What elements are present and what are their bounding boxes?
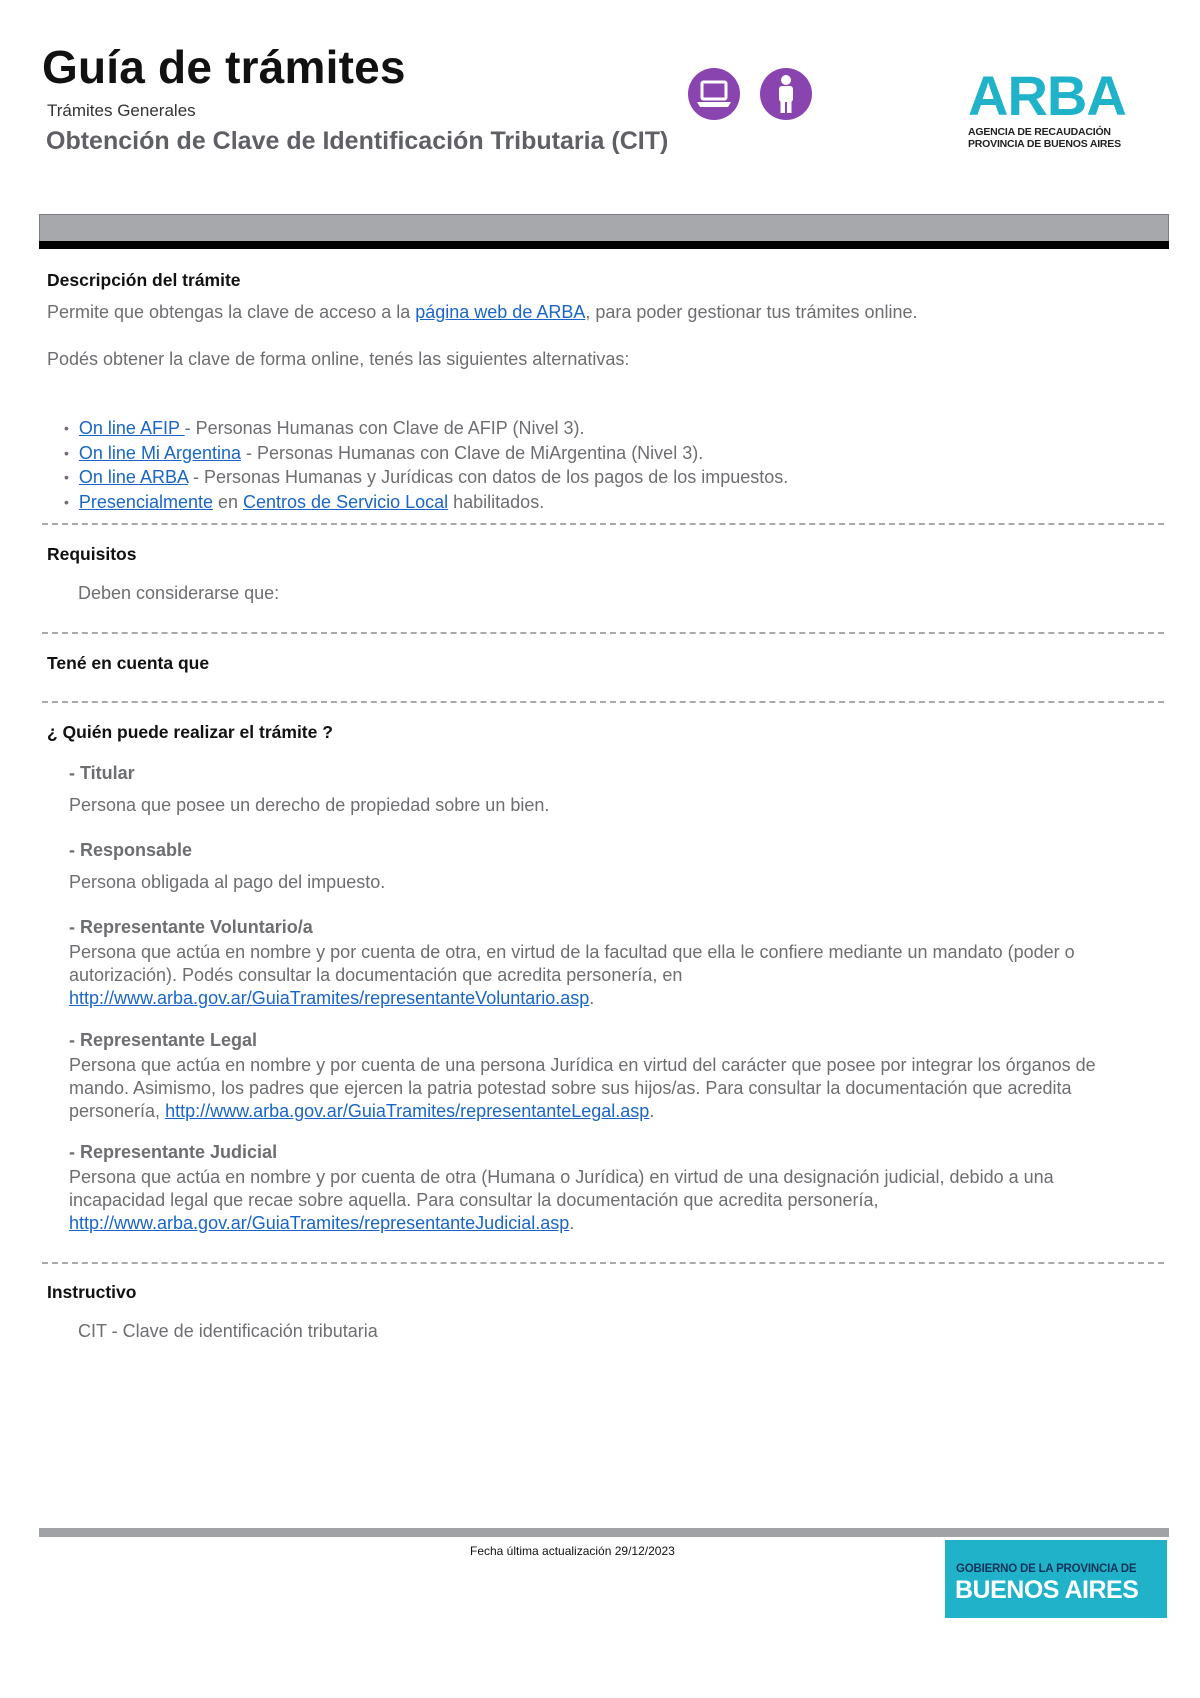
list-item-text: - Personas Humanas y Jurídicas con datos de los pagos de los impuestos. (187, 467, 789, 487)
alternatives-list (64, 417, 788, 515)
role-name-legal: - Representante Legal (69, 1030, 258, 1050)
presencialmente-link[interactable]: Presencialmente (78, 491, 213, 512)
list-item (64, 417, 788, 442)
role-desc-end: . (649, 1101, 655, 1121)
section-heading-descripcion: Descripción del trámite (47, 270, 241, 290)
list-item (64, 442, 788, 467)
list-item-text: - Personas Humanas con Clave de AFIP (Nivel 3). (184, 418, 585, 438)
centros-servicio-local-link[interactable]: Centros de Servicio Local (243, 491, 449, 512)
list-item-text: en (212, 491, 244, 512)
buenos-aires-government-logo (945, 1540, 1167, 1618)
section-divider (42, 1262, 1164, 1264)
list-item-text: habilitados. (448, 491, 545, 512)
descripcion-text: Permite que obtengas la clave de acceso a la (47, 302, 416, 322)
role-name-judicial: - Representante Judicial (69, 1142, 278, 1162)
list-item (64, 466, 788, 491)
section-heading-quien: ¿ Quién puede realizar el trámite ? (47, 722, 333, 742)
footer-bar (39, 1528, 1169, 1537)
role-name-voluntario: - Representante Voluntario/a (69, 917, 313, 937)
representante-judicial-link[interactable]: http://www.arba.gov.ar/GuiaTramites/representanteJudicial.asp (69, 1213, 570, 1233)
descripcion-text-end: , para poder gestionar tus trámites online. (585, 302, 918, 322)
header-black-band (39, 241, 1169, 249)
online-afip-link[interactable]: On line AFIP (78, 418, 185, 438)
list-item-text: - Personas Humanas con Clave de MiArgentina (Nivel 3). (241, 442, 704, 463)
arba-logo-line1: AGENCIA DE RECAUDACIÓN (968, 126, 1111, 138)
computer-icon (688, 68, 740, 120)
role-desc-judicial (69, 1166, 1149, 1235)
arba-logo-line2: PROVINCIA DE BUENOS AIRES (968, 138, 1121, 150)
role-desc-legal (69, 1054, 1149, 1123)
page-title: Guía de trámites (42, 41, 406, 93)
section-divider (42, 523, 1164, 525)
gba-logo-line1: GOBIERNO DE LA PROVINCIA DE (956, 1563, 1137, 1575)
gba-logo-line2: BUENOS AIRES (955, 1576, 1139, 1604)
person-icon (760, 68, 812, 120)
procedure-title: Obtención de Clave de Identificación Tributaria (CIT) (46, 127, 669, 155)
section-heading-tene-en-cuenta: Tené en cuenta que (47, 653, 210, 673)
list-item (64, 491, 788, 516)
role-desc-titular: Persona que posee un derecho de propiedad sobre un bien. (69, 795, 550, 815)
online-arba-link[interactable]: On line ARBA (78, 467, 188, 487)
role-name-responsable: - Responsable (69, 840, 193, 860)
category-label: Trámites Generales (47, 101, 196, 120)
instructivo-text: CIT - Clave de identificación tributaria (78, 1321, 378, 1341)
descripcion-paragraph-1 (47, 300, 1157, 324)
header-gray-band (39, 214, 1169, 242)
online-mi-argentina-link[interactable]: On line Mi Argentina (78, 442, 241, 463)
role-desc-text: Persona que actúa en nombre y por cuenta de otra, en virtud de la facultad que ella le confiere mediante un mandato (poder o autorización). Podés consultar la documentación que acredita personería, en (69, 942, 1075, 985)
requisitos-text: Deben considerarse que: (78, 583, 280, 603)
role-desc-text: Persona que actúa en nombre y por cuenta de una persona Jurídica en virtud del carácter que posee por integrar los órganos de mando. Asimismo, los padres que ejercen la patria potestad sobre sus hijos/as. Para consultar la documentación que acredita personería, (69, 1055, 1096, 1121)
descripcion-paragraph-2: Podés obtener la clave de forma online, tenés las siguientes alternativas: (47, 349, 630, 369)
representante-voluntario-link[interactable]: http://www.arba.gov.ar/GuiaTramites/representanteVoluntario.asp (69, 988, 590, 1008)
arba-web-link[interactable]: página web de ARBA (415, 302, 586, 322)
arba-logo-word: ARBA (968, 64, 1126, 127)
arba-logo (968, 64, 1128, 150)
section-divider (42, 632, 1164, 634)
representante-legal-link[interactable]: http://www.arba.gov.ar/GuiaTramites/representanteLegal.asp (165, 1101, 650, 1121)
role-name-titular: - Titular (69, 763, 135, 783)
section-heading-requisitos: Requisitos (47, 544, 137, 564)
role-desc-text: Persona que actúa en nombre y por cuenta de otra (Humana o Jurídica) en virtud de una designación judicial, debido a una incapacidad legal que recae sobre aquella. Para consultar la documentación que acredita personería, (69, 1167, 1054, 1210)
role-desc-responsable: Persona obligada al pago del impuesto. (69, 872, 386, 892)
last-update-date: Fecha última actualización 29/12/2023 (470, 1544, 675, 1558)
section-divider (42, 701, 1164, 703)
role-desc-voluntario (69, 941, 1149, 1010)
section-heading-instructivo: Instructivo (47, 1282, 137, 1302)
role-desc-end: . (569, 1213, 575, 1233)
role-desc-end: . (589, 988, 595, 1008)
